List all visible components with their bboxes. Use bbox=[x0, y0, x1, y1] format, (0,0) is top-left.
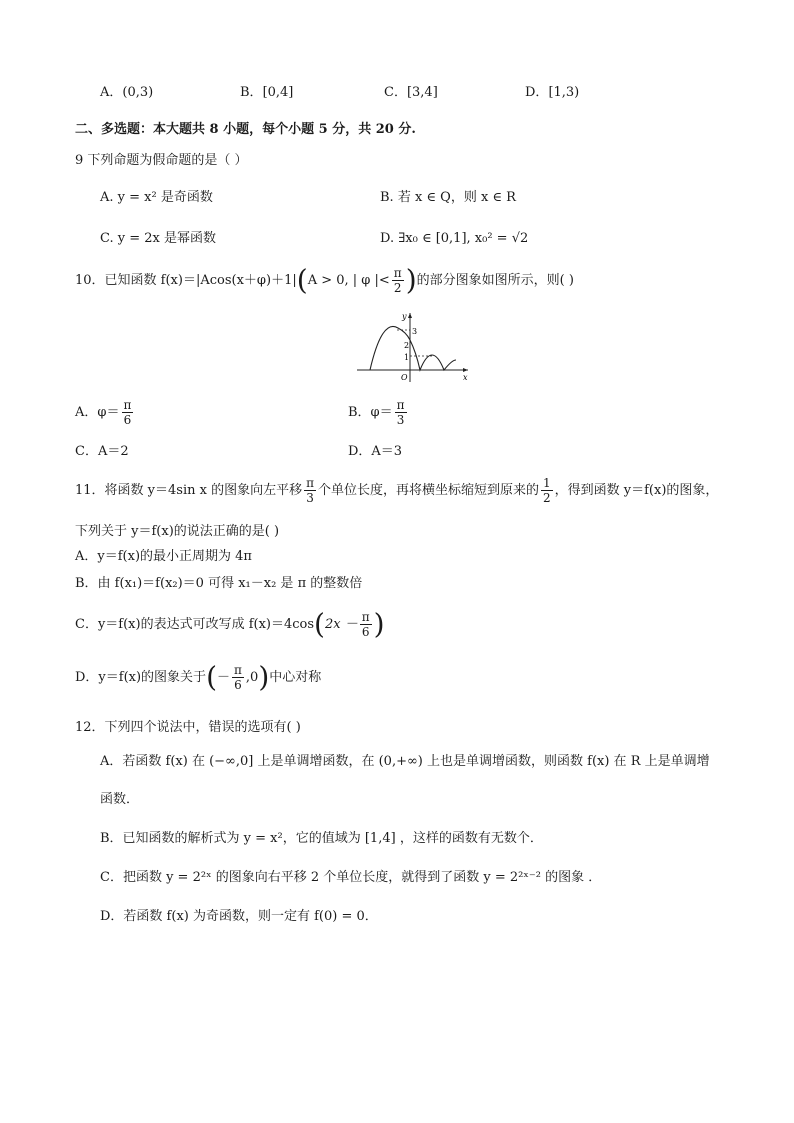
q9-option-c: C. y = 2x 是幂函数 bbox=[100, 231, 216, 246]
q11-stem-line1: 11．将函数 y＝4sin x 的图象向左平移 $\frac{\pi}{3}$ 个单位长度，再将横坐标缩短到原来的 $\frac{1}{2}$ ，得到函数 y＝f(x)的图象， bbox=[75, 476, 719, 505]
section2-heading: 二、多选题：本大题共 8 小题，每个小题 5 分，共 20 分. bbox=[75, 122, 416, 137]
q8-option-a: A．(0,3) bbox=[100, 85, 154, 100]
q8-option-d: D．[1,3) bbox=[525, 85, 580, 100]
q9-option-a: A. y = x² 是奇函数 bbox=[100, 190, 213, 205]
q11-option-d: D．y＝f(x)的图象关于(－ $\frac{\pi}{6}$ ,0)中心对称 bbox=[75, 660, 322, 694]
graph-x-label: x bbox=[463, 373, 468, 382]
q10-option-d: D．A＝3 bbox=[348, 444, 403, 459]
q12-option-d: D．若函数 f(x) 为奇函数，则一定有 f(0) = 0． bbox=[100, 909, 378, 924]
q12-option-a-line1: A．若函数 f(x) 在 (−∞,0] 上是单调增函数，在 (0,+∞) 上也是单调增函数，则函数 f(x) 在 R 上是单调增 bbox=[100, 754, 710, 769]
q12-stem: 12．下列四个说法中，错误的选项有( ) bbox=[75, 720, 301, 735]
q8-option-b: B．[0,4] bbox=[240, 85, 294, 100]
q12-option-c: C．把函数 y = 2²ˣ 的图象向右平移 2 个单位长度，就得到了函数 y = 2²ˣ⁻² 的图象 ． bbox=[100, 870, 602, 885]
q11-option-b: B．由 f(x₁)＝f(x₂)＝0 可得 x₁－x₂ 是 π 的整数倍 bbox=[75, 576, 363, 591]
q11-option-a: A．y＝f(x)的最小正周期为 4π bbox=[75, 549, 252, 564]
q9-option-d: D. ∃x₀ ∈ [0,1], x₀² = √2 bbox=[380, 231, 529, 246]
q10-option-a: A．φ＝ $\frac{\pi}{6}$ bbox=[75, 398, 132, 427]
graph-tick-2: 2 bbox=[404, 341, 410, 350]
q8-option-c: C．[3,4] bbox=[384, 85, 438, 100]
q10-option-c: C．A＝2 bbox=[75, 444, 129, 459]
q11-stem-line2: 下列关于 y＝f(x)的说法正确的是( ) bbox=[75, 524, 280, 539]
q10-stem-a: 10．已知函数 f(x)＝|Acos(x＋φ)＋1| bbox=[75, 273, 297, 288]
q10-fraction: $\frac{\pi}{2}$ bbox=[393, 266, 402, 295]
q10-option-b: B．φ＝ $\frac{\pi}{3}$ bbox=[348, 398, 405, 427]
q12-option-a-line2: 函数． bbox=[100, 792, 140, 807]
q12-option-b: B．已知函数的解析式为 y = x²，它的值域为 [1,4] ，这样的函数有无数个． bbox=[100, 831, 543, 846]
graph-y-label: y bbox=[402, 312, 407, 321]
q10-graph bbox=[352, 310, 472, 385]
q9-option-b: B. 若 x ∈ Q，则 x ∈ R bbox=[380, 190, 516, 205]
q10-condition: A > 0, | φ |< bbox=[307, 273, 390, 288]
graph-origin-label: O bbox=[401, 373, 408, 382]
graph-tick-1: 1 bbox=[404, 353, 410, 362]
q9-stem: 9 下列命题为假命题的是（ ） bbox=[75, 153, 248, 168]
graph-tick-3: 3 bbox=[412, 327, 418, 336]
q10-stem-b: 的部分图象如图所示，则( ) bbox=[416, 273, 574, 288]
q11-option-c: C．y＝f(x)的表达式可改写成 f(x)＝4cos(2x － $\frac{\pi}{6}$ ) bbox=[75, 607, 385, 641]
q10-stem: 10．已知函数 f(x)＝|Acos(x＋φ)＋1|(A > 0, | φ |< $\frac{\pi}{2}$ )的部分图象如图所示，则( ) bbox=[75, 263, 574, 297]
